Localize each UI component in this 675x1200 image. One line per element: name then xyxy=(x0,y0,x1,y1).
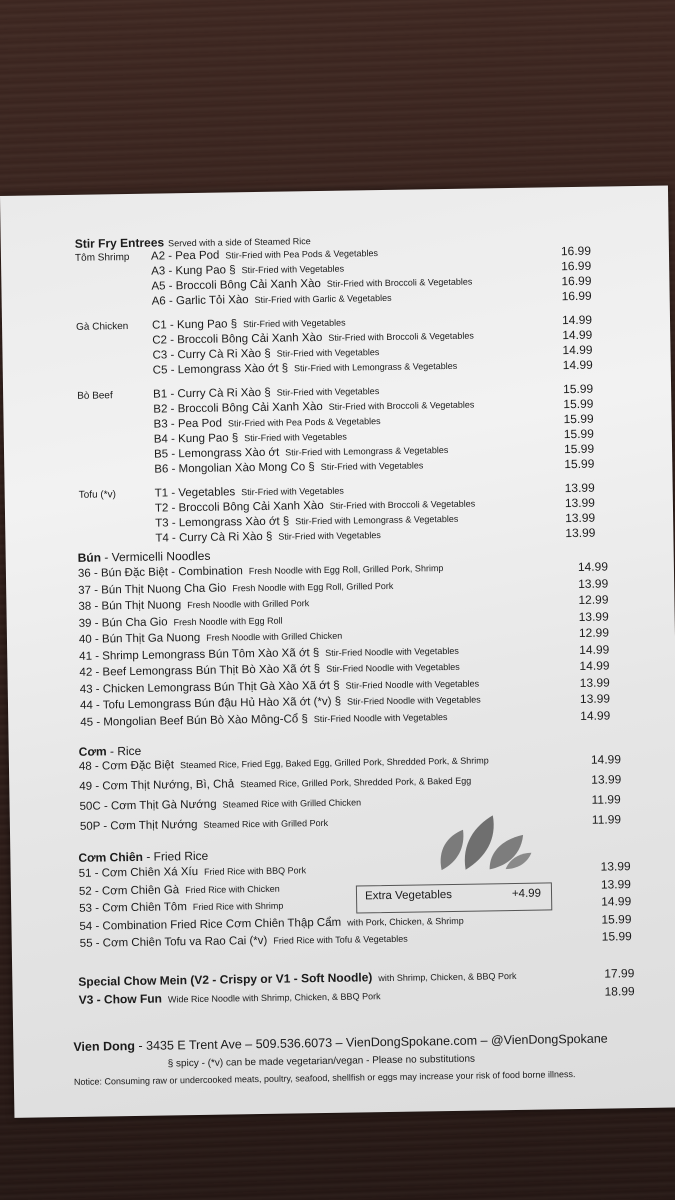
menu-item-name: C2 - Broccoli Bông Cải Xanh Xào xyxy=(152,331,323,347)
menu-item-name: A2 - Pea Pod xyxy=(150,249,220,263)
com-title-subtitle: - Rice xyxy=(106,743,142,759)
menu-item xyxy=(79,661,459,679)
menu-item-name: 36 - Bún Đặc Biệt - Combination xyxy=(77,565,243,580)
menu-item-name: T4 - Curry Cà Ri Xào § xyxy=(155,530,273,545)
menu-item-description: Stir-Fried with Broccoli & Vegetables xyxy=(328,330,474,343)
menu-item-name: 55 - Cơm Chiên Tofu va Rao Cai (*v) xyxy=(79,934,268,950)
stir-fry-title-text: Stir Fry Entrees xyxy=(74,235,165,251)
menu-item-description: Stir-Fried with Vegetables xyxy=(242,317,346,330)
menu-item xyxy=(152,292,392,308)
menu-item-description: Wide Rice Noodle with Shrimp, Chicken, & BBQ Pork xyxy=(167,991,381,1005)
menu-item xyxy=(154,415,381,431)
footer-notice: Notice: Consuming raw or undercooked meats, poultry, seafood, shellfish or eggs may increase your risk of food borne illness. xyxy=(73,1069,576,1087)
menu-item-description: Stir-Fried with Broccoli & Vegetables xyxy=(328,399,475,412)
menu-item xyxy=(154,459,423,475)
com-title-text: Cơm xyxy=(78,744,107,759)
menu-item xyxy=(79,630,342,646)
menu-item xyxy=(79,614,283,629)
menu-item-description: Stir-Fried with Broccoli & Vegetables xyxy=(329,498,476,511)
bun-title-subtitle: - Vermicelli Noodles xyxy=(100,548,211,565)
menu-item-name: C5 - Lemongrass Xào ớt § xyxy=(152,362,289,377)
menu-item-name: T1 - Vegetables xyxy=(154,486,236,500)
menu-item xyxy=(78,562,444,580)
menu-item-name: C1 - Kung Pao § xyxy=(151,318,238,332)
menu-item xyxy=(80,796,362,812)
menu-item xyxy=(155,529,381,545)
menu-item-description: Stir-Fried Noodle with Vegetables xyxy=(347,694,481,707)
menu-item xyxy=(153,360,458,377)
menu-item-name: Special Chow Mein (V2 - Crispy or V1 - Soft Noodle) xyxy=(78,970,373,989)
menu-item-description: Stir-Fried with Vegetables xyxy=(278,530,381,542)
menu-item-price: 16.99 xyxy=(561,288,592,304)
menu-item xyxy=(79,882,280,897)
menu-item-description: Stir-Fried Noodle with Vegetables xyxy=(325,645,459,658)
menu-item-price: 14.99 xyxy=(580,707,611,723)
menu-item-price: 13.99 xyxy=(578,608,609,624)
menu-item-name: 44 - Tofu Lemongrass Bún đậu Hủ Hào Xã ớt (*v) § xyxy=(79,695,342,712)
menu-item-price: 13.99 xyxy=(565,510,596,526)
com-title xyxy=(79,744,142,759)
menu-item-price: 15.99 xyxy=(601,929,632,944)
menu-item-price: 14.99 xyxy=(562,357,593,373)
menu-item xyxy=(79,900,283,915)
menu-item-price: 13.99 xyxy=(579,691,611,706)
bun-title-text: Bún xyxy=(77,550,102,565)
menu-item-description: Stir-Fried Noodle with Vegetables xyxy=(326,661,460,674)
menu-item xyxy=(155,513,458,530)
menu-item-price: 13.99 xyxy=(600,859,631,874)
menu-item-description: Stir-Fried with Vegetables xyxy=(276,386,380,398)
footer-info xyxy=(73,1032,608,1054)
menu-item-description: Fried Rice with Chicken xyxy=(185,883,280,895)
menu-item-description: Stir-Fried with Pea Pods & Vegetables xyxy=(227,416,381,429)
menu-item-description: Fried Rice with BBQ Pork xyxy=(203,865,307,877)
menu-item-price: 14.99 xyxy=(577,559,609,574)
menu-item-name: 54 - Combination Fried Rice Cơm Chiên Thập Cẩm xyxy=(79,916,342,933)
menu-item-price: 13.99 xyxy=(578,575,609,591)
menu-item xyxy=(79,644,459,662)
menu-item xyxy=(152,330,474,347)
menu-item-description: Stir-Fried with Pea Pods & Vegetables xyxy=(225,248,379,261)
menu-item-price: 13.99 xyxy=(564,495,596,511)
menu-item-name: 43 - Chicken Lemongrass Bún Thịt Gà Xào Xã ớt § xyxy=(79,679,340,696)
menu-item-name: A3 - Kung Pao § xyxy=(151,264,236,278)
menu-item-name: 48 - Cơm Đặc Biệt xyxy=(78,759,175,773)
menu-item-price: 14.99 xyxy=(562,327,593,343)
menu-item xyxy=(152,317,346,332)
menu-item-price: 13.99 xyxy=(579,674,610,690)
com-chien-title-subtitle: - Fried Rice xyxy=(142,848,209,864)
menu-item-description: Steamed Rice, Fried Egg, Baked Egg, Grilled Pork, Shredded Pork, & Shrimp xyxy=(179,755,489,771)
menu-item xyxy=(151,247,378,263)
menu-item-description: Steamed Rice, Grilled Pork, Shredded Pork, & Baked Egg xyxy=(240,775,472,790)
menu-group-label: Tôm Shrimp xyxy=(74,251,130,264)
footer-address: - 3435 E Trent Ave – 509.536.6073 – VienDongSpokane.com – @VienDongSpokane xyxy=(134,1031,608,1053)
menu-item-price: 11.99 xyxy=(591,812,622,827)
menu-item-price: 15.99 xyxy=(562,381,594,397)
menu-item-name: 39 - Bún Cha Gio xyxy=(78,615,168,630)
menu-item-name: A6 - Garlic Tỏi Xào xyxy=(151,294,249,308)
menu-item-price: 14.99 xyxy=(590,752,622,767)
menu-item-price: 14.99 xyxy=(601,894,632,909)
menu-item-price: 11.99 xyxy=(591,792,621,807)
menu-group-label: Bò Beef xyxy=(77,390,113,402)
footer-brand: Vien Dong xyxy=(73,1038,136,1054)
bun-title xyxy=(78,549,211,565)
menu-item xyxy=(152,346,379,362)
menu-item xyxy=(155,485,344,500)
menu-item-description: Stir-Fried with Lemongrass & Vegetables xyxy=(285,444,449,458)
menu-item-name: 50P - Cơm Thịt Nướng xyxy=(79,818,198,833)
menu-item-price: 13.99 xyxy=(591,772,622,787)
menu-item-price: 13.99 xyxy=(565,525,596,541)
menu-item-price: 15.99 xyxy=(563,411,594,427)
menu-item-description: Fresh Noodle with Egg Roll xyxy=(173,615,283,627)
menu-item xyxy=(80,711,447,729)
menu-item-price: 16.99 xyxy=(561,273,592,289)
menu-item xyxy=(78,968,516,989)
menu-item xyxy=(151,276,472,293)
menu-item xyxy=(80,933,408,950)
com-chien-title xyxy=(78,849,208,865)
menu-item-description: Stir-Fried with Vegetables xyxy=(320,460,424,472)
menu-item-name: 40 - Bún Thịt Ga Nuong xyxy=(78,631,201,646)
menu-item-description: Stir-Fried with Vegetables xyxy=(241,485,344,498)
extra-vegetables-box xyxy=(356,882,552,913)
menu-item-name: C3 - Curry Cà Ri Xào § xyxy=(152,347,271,362)
footer-legend: § spicy - (*v) can be made vegetarian/vegan - Please no substitutions xyxy=(167,1053,476,1070)
menu-item-name: B1 - Curry Cà Ri Xào § xyxy=(153,386,271,401)
menu-item xyxy=(78,579,393,596)
menu-item-price: 17.99 xyxy=(604,966,635,981)
menu-item xyxy=(79,864,307,880)
menu-item-price: 16.99 xyxy=(560,243,592,259)
menu-item-description: Fresh Noodle with Egg Roll, Grilled Pork, Shrimp xyxy=(248,563,444,577)
extra-vegetables-label: Extra Vegetables xyxy=(364,888,453,903)
menu-item-price: 13.99 xyxy=(564,480,595,496)
menu-item-description: Fried Rice with Shrimp xyxy=(192,900,284,913)
com-chien-title-text: Cơm Chiên xyxy=(78,849,144,865)
menu-item xyxy=(80,694,481,712)
menu-item-price: 14.99 xyxy=(579,641,610,657)
menu-item-name: 42 - Beef Lemongrass Bún Thịt Bò Xào Xã ớt § xyxy=(79,663,321,679)
menu-item xyxy=(153,399,474,416)
menu-item xyxy=(154,444,448,461)
menu-item xyxy=(80,817,328,833)
menu-item-description: Fresh Noodle with Egg Roll, Grilled Pork xyxy=(232,580,394,593)
menu-item xyxy=(79,988,381,1007)
menu-item-name: 53 - Cơm Chiên Tôm xyxy=(79,901,187,915)
menu-item-description: with Shrimp, Chicken, & BBQ Pork xyxy=(378,970,517,984)
menu-item-name: B6 - Mongolian Xào Mong Co § xyxy=(154,461,315,476)
menu-item-description: Stir-Fried with Vegetables xyxy=(241,263,345,276)
menu-item-description: Fried Rice with Tofu & Vegetables xyxy=(273,933,408,946)
menu-item-description: Stir-Fried with Garlic & Vegetables xyxy=(254,292,392,306)
menu-item xyxy=(79,775,471,793)
leaf-logo-icon xyxy=(435,813,534,873)
menu-item-name: 49 - Cơm Thịt Nướng, Bì, Chả xyxy=(79,778,235,793)
menu-item-name: V3 - Chow Fun xyxy=(78,991,163,1007)
menu-item-description: with Pork, Chicken, & Shrimp xyxy=(347,915,464,928)
menu-item-price: 12.99 xyxy=(578,592,609,607)
menu-item-price: 13.99 xyxy=(600,876,632,892)
menu-item-name: T3 - Lemongrass Xào ớt § xyxy=(155,515,290,530)
menu-item-name: A5 - Broccoli Bông Cải Xanh Xào xyxy=(151,277,321,293)
menu-item-name: 38 - Bún Thịt Nuong xyxy=(78,599,182,613)
menu-item-description: Steamed Rice with Grilled Pork xyxy=(203,817,329,830)
menu-item-description: Fresh Noodle with Grilled Pork xyxy=(187,598,310,611)
menu-item xyxy=(154,431,347,446)
menu-item-price: 12.99 xyxy=(578,625,610,640)
menu-item-description: Stir-Fried with Vegetables xyxy=(276,347,380,359)
menu-item-description: Stir-Fried Noodle with Vegetables xyxy=(345,678,480,691)
menu-item xyxy=(79,914,463,932)
menu-item-name: B5 - Lemongrass Xào ớt xyxy=(153,446,280,461)
menu-item-price: 14.99 xyxy=(561,312,593,328)
menu-item-price: 14.99 xyxy=(579,658,610,673)
menu-item-name: B2 - Broccoli Bông Cải Xanh Xào xyxy=(153,400,323,416)
extra-vegetables-price: +4.99 xyxy=(511,887,542,901)
menu-item-description: Fresh Noodle with Grilled Chicken xyxy=(206,630,343,643)
menu-item-price: 15.99 xyxy=(563,441,595,457)
menu-item xyxy=(80,677,480,695)
menu-item xyxy=(155,498,475,515)
menu-group-label: Tofu (*v) xyxy=(78,489,117,501)
menu-paper xyxy=(0,186,675,1118)
menu-item-price: 15.99 xyxy=(563,396,594,412)
stir-fry-note: Served with a side of Steamed Rice xyxy=(168,236,311,249)
menu-item-price: 15.99 xyxy=(601,911,632,927)
menu-item-name: T2 - Broccoli Bông Cải Xanh Xào xyxy=(154,499,324,515)
menu-item-price: 16.99 xyxy=(561,258,592,274)
menu-item-description: Stir-Fried with Vegetables xyxy=(244,431,347,444)
menu-item-name: 41 - Shrimp Lemongrass Bún Tôm Xào Xã ớt § xyxy=(79,646,320,663)
menu-group-label: Gà Chicken xyxy=(75,321,129,333)
menu-item-name: 51 - Cơm Chiên Xá Xíu xyxy=(78,865,199,880)
menu-item-price: 15.99 xyxy=(563,426,594,442)
menu-item-description: Stir-Fried with Lemongrass & Vegetables xyxy=(294,360,458,374)
menu-item xyxy=(78,597,309,613)
menu-item-description: Stir-Fried with Broccoli & Vegetables xyxy=(326,276,473,289)
menu-item-price: 18.99 xyxy=(604,984,635,999)
menu-item-description: Stir-Fried with Lemongrass & Vegetables xyxy=(295,513,459,527)
menu-item-description: Stir-Fried Noodle with Vegetables xyxy=(313,711,448,724)
menu-item-name: 50C - Cơm Thịt Gà Nướng xyxy=(79,798,217,813)
menu-item-name: B3 - Pea Pod xyxy=(153,417,223,431)
menu-item-name: 37 - Bún Thịt Nuong Cha Gio xyxy=(78,581,227,597)
menu-item xyxy=(153,385,379,401)
menu-item-name: 45 - Mongolian Beef Bún Bò Xào Mông-Cổ § xyxy=(80,712,308,729)
menu-item-price: 14.99 xyxy=(562,342,593,358)
menu-item xyxy=(151,263,344,278)
menu-item-price: 15.99 xyxy=(564,456,595,472)
menu-item-name: B4 - Kung Pao § xyxy=(153,432,239,446)
menu-item-name: 52 - Cơm Chiên Gà xyxy=(78,883,180,898)
menu-item-description: Steamed Rice with Grilled Chicken xyxy=(222,797,362,810)
